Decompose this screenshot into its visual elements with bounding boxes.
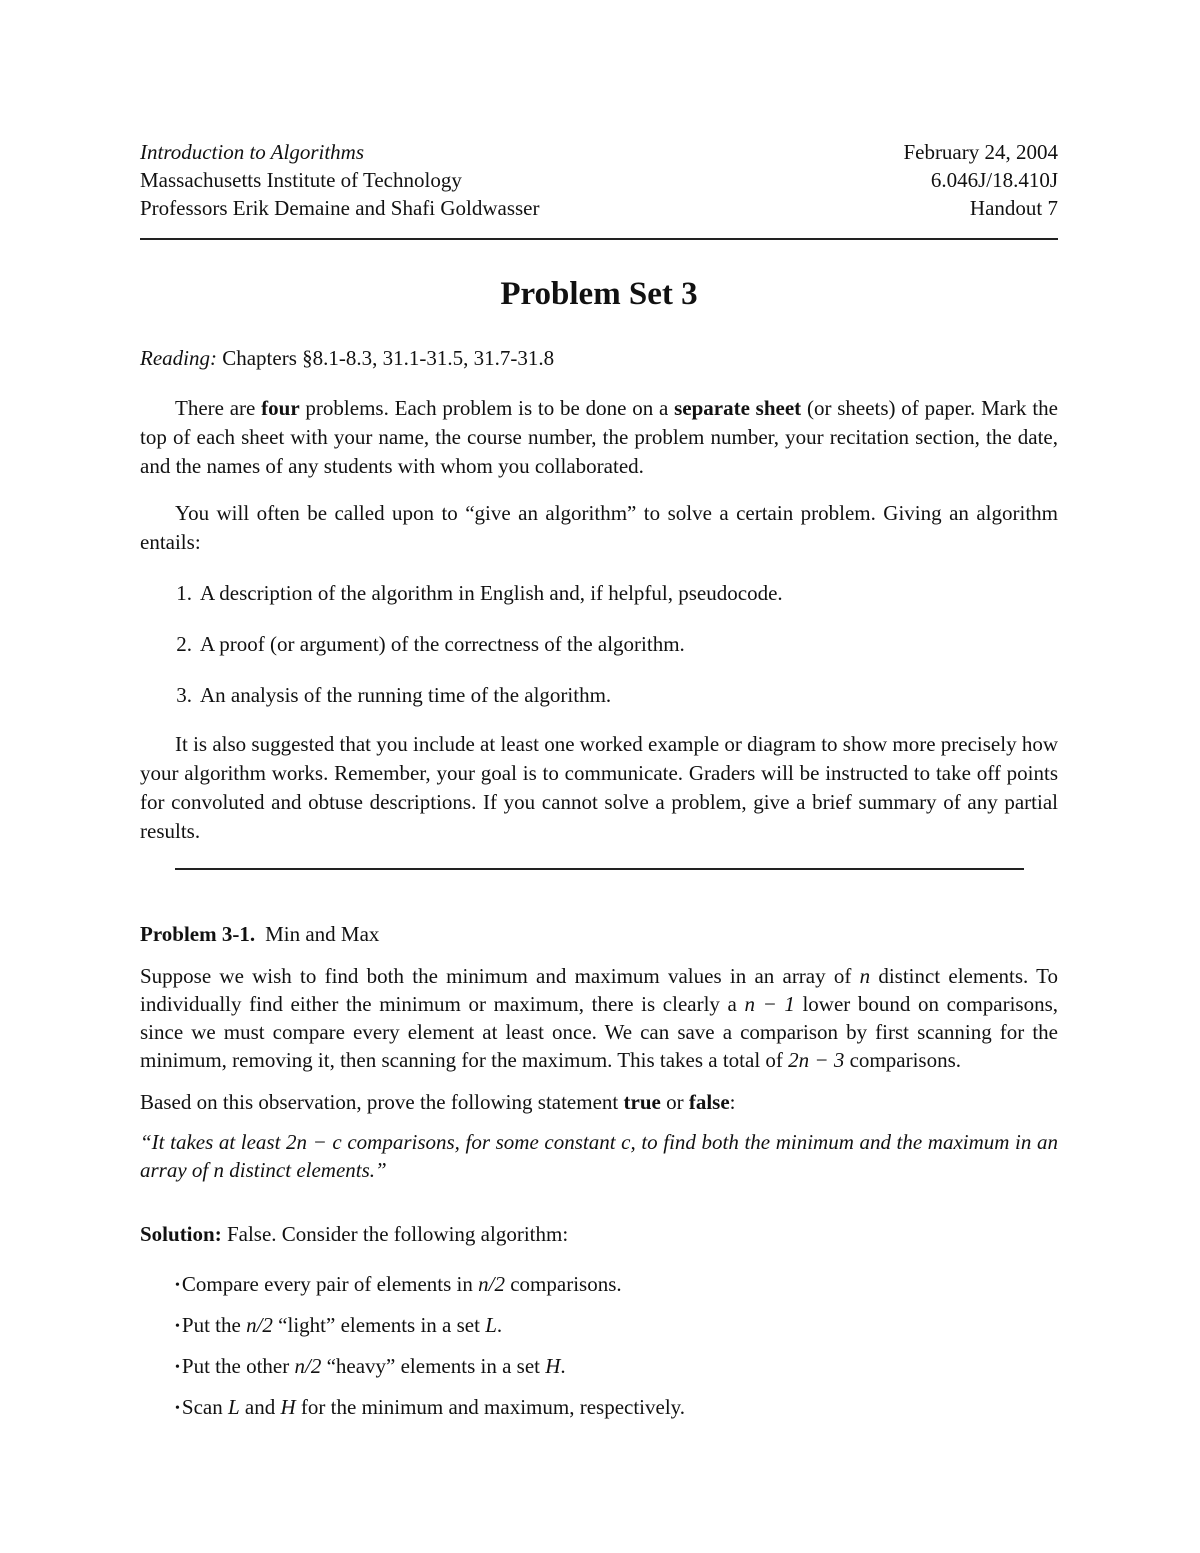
problem-name: Min and Max: [265, 922, 380, 946]
math-set-l: L: [227, 1395, 240, 1419]
problem-text: :: [729, 1090, 736, 1114]
step-text: .: [560, 1354, 566, 1378]
intro-paragraph-1: [140, 394, 1058, 481]
bullet-icon: •: [175, 1401, 180, 1416]
math-2n-minus-c: 2n − c: [286, 1130, 342, 1154]
math-set-h: H: [280, 1395, 296, 1419]
math-n-over-2: n/2: [294, 1354, 322, 1378]
quote-text: distinct elements.”: [224, 1158, 387, 1182]
intro-paragraph-3: It is also suggested that you include at least one worked example or diagram to show more precisely how your algorithm works. Remember, your goal is to communicate. Graders will be instructed to take off points for convoluted and obtuse descriptions. If you cannot solve a problem, give a brief summary of any partial results.: [140, 732, 1058, 843]
problem-text: Based on this observation, prove the following statement: [140, 1090, 624, 1114]
emphasis-separate-sheet: separate sheet: [674, 396, 802, 420]
reading-line: [140, 344, 1058, 372]
solution-label: Solution:: [140, 1222, 222, 1246]
step-text: and: [239, 1395, 281, 1419]
problem-text: distinct elements. To individually find either the minimum or maximum, there is clearly a: [140, 964, 1059, 1016]
quote-text: comparisons, for some constant: [341, 1130, 622, 1154]
problem-statement-quote: [140, 1128, 1058, 1184]
bullet-icon: •: [175, 1278, 180, 1293]
math-set-h: H: [545, 1354, 561, 1378]
step-text: “light” elements in a set: [272, 1313, 486, 1337]
step-text: .: [496, 1313, 503, 1337]
reading-text: Chapters §8.1-8.3, 31.1-31.5, 31.7-31.8: [216, 346, 555, 370]
header-divider: [140, 238, 1058, 240]
institution: Massachusetts Institute of Technology: [140, 168, 462, 192]
list-text: A description of the algorithm in English and, if helpful, pseudocode.: [200, 581, 783, 605]
problem-text: lower bound on comparisons, since we must compare every element at least once. We can save a comparison by first scanning for the minimum, removing it, then scanning for the maximum. This takes a total of: [140, 992, 1059, 1072]
solution-step: [175, 1270, 1058, 1300]
problem-text: Suppose we wish to find both the minimum and maximum values in an array of: [140, 964, 860, 988]
solution-intro: [140, 1220, 1058, 1248]
emphasis-four: four: [261, 396, 300, 420]
step-text: Put the: [181, 1313, 247, 1337]
solution-step: [175, 1352, 1058, 1382]
header-row-3: [140, 194, 1058, 222]
solution-step: [175, 1393, 1058, 1423]
math-n-over-2: n/2: [478, 1272, 505, 1296]
quote-text: , to find both the minimum and the maximum in an array of: [140, 1130, 1058, 1182]
math-n: n: [859, 964, 871, 988]
quote-text: “It takes at least: [140, 1130, 287, 1154]
problem-text: or: [660, 1090, 689, 1114]
solution-steps: [175, 1270, 1058, 1423]
math-n: n: [213, 1158, 224, 1182]
math-c: c: [621, 1130, 631, 1154]
section-divider: [175, 868, 1024, 870]
solution-text: False. Consider the following algorithm:: [221, 1222, 569, 1246]
list-number: 2.: [176, 632, 192, 656]
list-text: An analysis of the running time of the algorithm.: [200, 683, 612, 707]
list-item: [140, 681, 1058, 709]
list-number: 3.: [176, 683, 192, 707]
emphasis-true: true: [623, 1090, 661, 1114]
problem-text: comparisons.: [844, 1048, 961, 1072]
bullet-icon: •: [175, 1360, 180, 1375]
math-2n-minus-3: 2n − 3: [788, 1048, 845, 1072]
problem-paragraph-2: [140, 1088, 1058, 1116]
list-text: A proof (or argument) of the correctness of the algorithm.: [200, 632, 685, 656]
math-set-l: L: [485, 1313, 497, 1337]
problem-heading: [140, 920, 1058, 948]
intro-text: (or sheets) of paper. Mark the top of each sheet with your name, the course number, the problem number, your recitation section, the date, and the names of any students with whom you collaborated.: [140, 396, 1058, 478]
intro-text: problems. Each problem is to be done on a: [299, 396, 675, 420]
entails-list: [140, 579, 1058, 709]
intro-paragraph-2: You will often be called upon to “give an algorithm” to solve a certain problem. Giving an algorithm entails:: [140, 501, 1058, 554]
header-row-1: [140, 138, 1058, 166]
step-text: “heavy” elements in a set: [321, 1354, 546, 1378]
emphasis-false: false: [688, 1090, 730, 1114]
document-page: [140, 138, 1058, 1434]
reading-label: Reading:: [140, 346, 217, 370]
list-item: [140, 579, 1058, 607]
math-n-minus-1: n − 1: [744, 992, 795, 1016]
page-title: Problem Set 3: [500, 276, 698, 312]
step-text: comparisons.: [504, 1272, 622, 1296]
step-text: for the minimum and maximum, respectively.: [295, 1395, 686, 1419]
list-number: 1.: [176, 581, 192, 605]
professors: Professors Erik Demaine and Shafi Goldwasser: [140, 196, 540, 220]
handout-date: February 24, 2004: [903, 140, 1058, 164]
step-text: Put the other: [181, 1354, 295, 1378]
course-title: Introduction to Algorithms: [140, 140, 365, 164]
step-text: Compare every pair of elements in: [181, 1272, 479, 1296]
header-row-2: [140, 166, 1058, 194]
intro-text: There are: [175, 396, 262, 420]
step-text: Scan: [181, 1395, 228, 1419]
problem-label: Problem 3-1.: [140, 922, 256, 946]
handout-number: Handout 7: [969, 196, 1058, 220]
list-item: [140, 630, 1058, 658]
problem-paragraph-1: [140, 962, 1058, 1074]
course-number: 6.046J/18.410J: [930, 168, 1058, 192]
solution-step: [175, 1311, 1058, 1341]
math-n-over-2: n/2: [246, 1313, 273, 1337]
bullet-icon: •: [175, 1319, 180, 1334]
